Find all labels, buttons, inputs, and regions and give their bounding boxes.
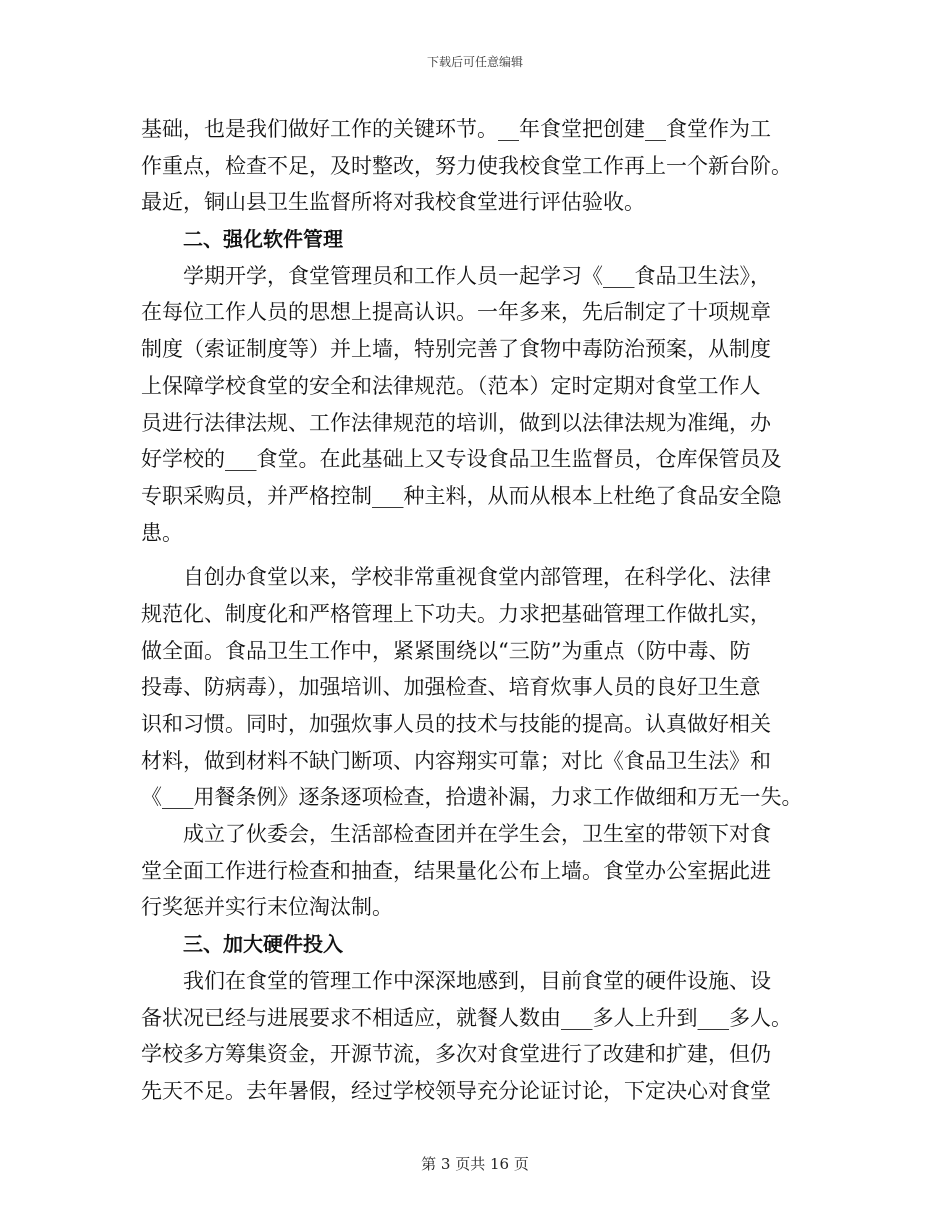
paragraph-line: 我们在食堂的管理工作中深深地感到，目前食堂的硬件设施、设	[183, 968, 771, 993]
paragraph-line: 专职采购员，并严格控制___种主料，从而从根本上杜绝了食品安全隐	[141, 483, 782, 508]
paragraph-line: 作重点，检查不足，及时整改，努力使我校食堂工作再上一个新台阶。	[141, 153, 792, 178]
paragraph-line: 投毒、防病毒），加强培训、加强检查、培育炊事人员的良好卫生意	[141, 675, 761, 700]
paragraph-line: 堂全面工作进行检查和抽查，结果量化公布上墙。食堂办公室据此进	[141, 858, 771, 883]
section-heading-2: 二、强化软件管理	[183, 227, 343, 252]
paragraph-line: 上保障学校食堂的安全和法律规范。（范本）定时定期对食堂工作人	[141, 373, 761, 398]
paragraph-line: 自创办食堂以来，学校非常重视食堂内部管理，在科学化、法律	[183, 565, 771, 590]
paragraph-line: 先天不足。去年暑假，经过学校领导充分论证讨论，下定决心对食堂	[141, 1078, 771, 1103]
paragraph-line: 规范化、制度化和严格管理上下功夫。力求把基础管理工作做扎实，	[141, 601, 771, 626]
page-footer: 第 3 页共 16 页	[421, 1155, 529, 1173]
paragraph-line: 患。	[141, 520, 183, 545]
section-heading-3: 三、加大硬件投入	[183, 932, 343, 957]
paragraph-line: 识和习惯。同时，加强炊事人员的技术与技能的提高。认真做好相关	[141, 712, 771, 736]
paragraph-line: 学期开学，食堂管理员和工作人员一起学习《___食品卫生法》，	[183, 263, 771, 288]
paragraph-line: 材料，做到材料不缺门断项、内容翔实可靠；对比《食品卫生法》和	[141, 748, 771, 773]
paragraph-line: 好学校的___食堂。在此基础上又专设食品卫生监督员，仓库保管员及	[141, 447, 782, 472]
paragraph-line: 在每位工作人员的思想上提高认识。一年多来，先后制定了十项规章	[141, 300, 771, 325]
paragraph-line: 基础，也是我们做好工作的关键环节。__年食堂把创建__食堂作为工	[141, 117, 771, 141]
page-header: 下载后可任意编辑	[426, 55, 523, 69]
paragraph-line: 行奖惩并实行末位淘汰制。	[141, 895, 393, 920]
paragraph-line: 学校多方筹集资金，开源节流，多次对食堂进行了改建和扩建，但仍	[141, 1042, 771, 1067]
document-body	[141, 111, 821, 1110]
paragraph-line: 成立了伙委会，生活部检查团并在学生会，卫生室的带领下对食	[183, 822, 771, 847]
paragraph-line: 《___用餐条例》逐条逐项检查，拾遗补漏，力求工作做细和万无一失。	[141, 785, 803, 810]
paragraph-gap	[141, 551, 821, 559]
paragraph-line: 制度（索证制度等）并上墙，特别完善了食物中毒防治预案，从制度	[141, 337, 771, 362]
paragraph-line: 做全面。食品卫生工作中，紧紧围绕以“三防”为重点（防中毒、防	[141, 638, 751, 663]
paragraph-line: 员进行法律法规、工作法律规范的培训，做到以法律法规为准绳，办	[141, 410, 771, 435]
paragraph-line: 最近，铜山县卫生监督所将对我校食堂进行评估验收。	[141, 190, 645, 215]
paragraph-line: 备状况已经与进展要求不相适应，就餐人数由___多人上升到___多人。	[141, 1005, 792, 1030]
